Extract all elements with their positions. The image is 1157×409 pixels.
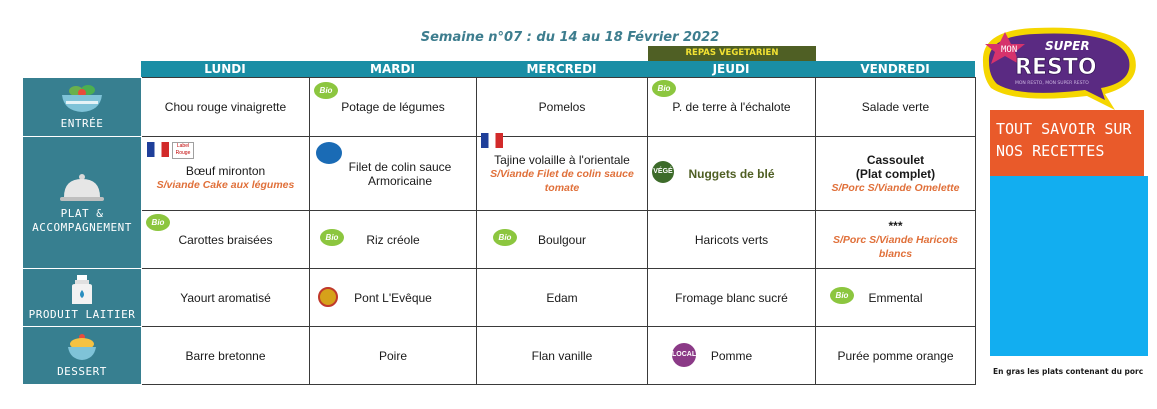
dish-name: Tajine volaille à l'orientale — [494, 152, 630, 167]
row-header-plat — [23, 137, 142, 269]
cell-acc-jeudi: Haricots verts — [648, 211, 816, 269]
label-rouge-icon: Label Rouge — [172, 142, 194, 159]
mon-super-resto-logo — [975, 22, 1145, 114]
cell-entree-mardi — [310, 78, 477, 137]
recipes-banner[interactable] — [990, 110, 1144, 176]
cell-acc-lundi — [142, 211, 310, 269]
logo-text-mon: MON — [1001, 45, 1018, 55]
cell-acc-vendredi — [816, 211, 976, 269]
bio-badge: Bio — [652, 80, 676, 97]
logo-tagline: MON RESTO, MON SUPER RESTO — [1015, 81, 1089, 86]
dish-alternative: S/viande Cake aux légumes — [156, 178, 295, 191]
cell-entree-vendredi: Salade verte — [816, 78, 976, 137]
dish-name: Filet de colin sauce Armoricaine — [348, 159, 452, 188]
cell-laitier-mardi — [310, 269, 477, 327]
cell-laitier-lundi: Yaourt aromatisé — [142, 269, 310, 327]
dish-name: Potage de légumes — [341, 100, 445, 114]
cell-entree-lundi: Chou rouge vinaigrette — [142, 78, 310, 137]
row-dessert — [23, 327, 976, 385]
row-accompagnement — [23, 211, 976, 269]
cloche-icon — [58, 171, 106, 205]
row-label-dessert: DESSERT — [57, 364, 107, 378]
dessert-cup-icon — [62, 333, 102, 363]
bio-badge: Bio — [146, 214, 170, 231]
dish-name: Nuggets de blé — [688, 166, 775, 181]
dish-alternative: S/Viande Filet de colin sauce tomate — [490, 167, 634, 194]
dish-name: Emmental — [868, 290, 923, 305]
days-header — [141, 61, 975, 77]
bio-badge: Bio — [314, 82, 338, 99]
recipes-line1: TOUT SAVOIR SUR — [996, 120, 1132, 138]
row-header-dessert — [23, 327, 142, 385]
day-friday: VENDREDI — [860, 62, 930, 76]
day-monday: LUNDI — [204, 62, 246, 76]
france-flag-icon — [481, 133, 503, 148]
pork-note: En gras les plats contenant du porc — [993, 367, 1144, 376]
dish-name-line2: (Plat complet) — [855, 166, 936, 181]
cell-dessert-mardi: Poire — [310, 327, 477, 385]
dish-name-line1: Cassoulet — [866, 152, 925, 167]
cell-dessert-mercredi: Flan vanille — [477, 327, 648, 385]
dish-name: Pomme — [710, 348, 753, 363]
cell-entree-mercredi: Pomelos — [477, 78, 648, 137]
row-plat — [23, 137, 976, 211]
day-wednesday: MERCREDI — [526, 62, 597, 76]
day-thursday: JEUDI — [712, 62, 750, 76]
cell-laitier-vendredi — [816, 269, 976, 327]
dish-name: P. de terre à l'échalote — [672, 100, 791, 114]
cell-laitier-mercredi: Edam — [477, 269, 648, 327]
menu-table — [22, 77, 976, 385]
bio-badge: Bio — [830, 287, 854, 304]
cell-plat-mercredi — [477, 137, 648, 211]
row-label-laitier: PRODUIT LAITIER — [28, 307, 136, 321]
row-laitier — [23, 269, 976, 327]
dish-alternative: S/Porc S/Viande Haricots blancs — [832, 233, 959, 260]
local-badge: LOCAL — [672, 343, 696, 367]
milk-can-icon — [67, 274, 97, 306]
dish-alternative: S/Porc S/Viande Omelette — [831, 181, 960, 194]
cell-plat-vendredi — [816, 137, 976, 211]
vege-badge: VÉGÉ — [652, 161, 674, 183]
dish-name: Carottes braisées — [178, 232, 273, 247]
dish-name: Boulgour — [537, 232, 587, 247]
row-header-laitier — [23, 269, 142, 327]
cell-dessert-vendredi: Purée pomme orange — [816, 327, 976, 385]
fish-icon — [316, 142, 342, 164]
row-entree — [23, 78, 976, 137]
bio-badge: Bio — [493, 229, 517, 246]
row-header-entree — [23, 78, 142, 137]
recipes-line2: NOS RECETTES — [996, 142, 1105, 160]
row-label-entree: ENTRÉE — [60, 117, 104, 130]
dish-name: Bœuf mironton — [185, 163, 266, 178]
cell-acc-mercredi — [477, 211, 648, 269]
vegetarian-banner: REPAS VEGETARIEN — [648, 46, 816, 61]
row-label-plat-2: ACCOMPAGNEMENT — [32, 220, 132, 234]
cell-plat-jeudi — [648, 137, 816, 211]
cell-acc-mardi — [310, 211, 477, 269]
cell-dessert-jeudi — [648, 327, 816, 385]
day-tuesday: MARDI — [370, 62, 415, 76]
row-label-plat-1: PLAT & — [60, 206, 104, 220]
dish-name: *** — [888, 218, 903, 233]
aop-label-icon — [318, 287, 338, 307]
france-flag-icon — [147, 142, 169, 157]
logo-text-resto: RESTO — [1015, 55, 1097, 80]
dish-name: Riz créole — [366, 232, 420, 247]
cell-entree-jeudi — [648, 78, 816, 137]
cell-dessert-lundi: Barre bretonne — [142, 327, 310, 385]
week-title: Semaine n°07 : du 14 au 18 Février 2022 — [420, 30, 720, 45]
cell-laitier-jeudi: Fromage blanc sucré — [648, 269, 816, 327]
logo-text-super: SUPER — [1045, 39, 1090, 53]
cell-plat-lundi — [142, 137, 310, 211]
cell-plat-mardi — [310, 137, 477, 211]
blue-panel — [990, 176, 1148, 356]
dish-name: Pont L'Evêque — [354, 290, 432, 305]
salad-bowl-icon — [58, 83, 106, 115]
bio-badge: Bio — [320, 229, 344, 246]
